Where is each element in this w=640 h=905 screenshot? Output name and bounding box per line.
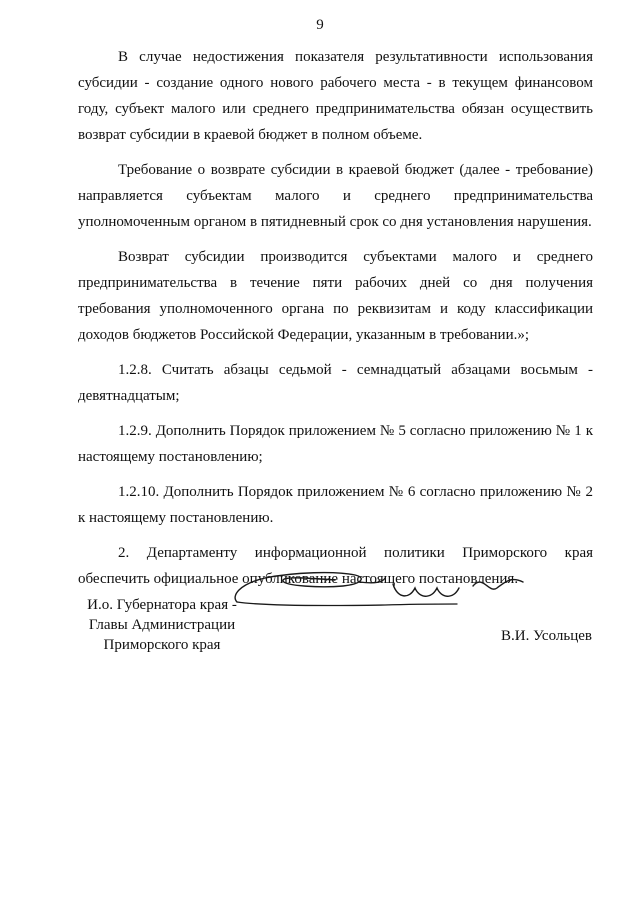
- paragraph-2: 2. Департаменту информационной политики Приморского края обеспечить официальное опубликование настоящего постановления.: [78, 545, 593, 587]
- paragraph-1-2-9: 1.2.9. Дополнить Порядок приложением № 5 согласно приложению № 1 к настоящему постановлению;: [78, 423, 593, 465]
- paragraph-1-2-8: 1.2.8. Считать абзацы седьмой - семнадцатый абзацами восьмым - девятнадцатым;: [78, 362, 593, 404]
- document-body: [78, 44, 593, 601]
- paragraph-1-2-10: 1.2.10. Дополнить Порядок приложением № 6 согласно приложению № 2 к настоящему постановлению.: [78, 484, 593, 526]
- signatory-title-line-3: Приморского края: [103, 637, 221, 653]
- page-number: 9: [316, 17, 324, 33]
- signatory-title-line-2: Главы Администрации: [88, 617, 236, 633]
- paragraph-subsidy-return-condition: В случае недостижения показателя результативности использования субсидии - создание одного нового рабочего места - в текущем финансовом году, субъект малого или среднего предпринимательства обязан осуществить возврат субсидии в краевой бюджет в полном объеме.: [78, 49, 593, 143]
- signatory-title-line-1: И.о. Губернатора края -: [87, 597, 237, 613]
- handwritten-signature: [225, 566, 530, 614]
- paragraph-return-procedure: Возврат субсидии производится субъектами малого и среднего предпринимательства в течение пяти рабочих дней со дня получения требования уполномоченного органа по реквизитам и коду классификации доходов бюджетов Российской Федерации, указанным в требовании.»;: [78, 249, 593, 343]
- paragraph-return-requirement: Требование о возврате субсидии в краевой бюджет (далее - требование) направляется субъектам малого и среднего предпринимательства уполномоченным органом в пятидневный срок со дня установления нарушения.: [78, 162, 593, 230]
- signatory-name: В.И. Усольцев: [501, 628, 592, 644]
